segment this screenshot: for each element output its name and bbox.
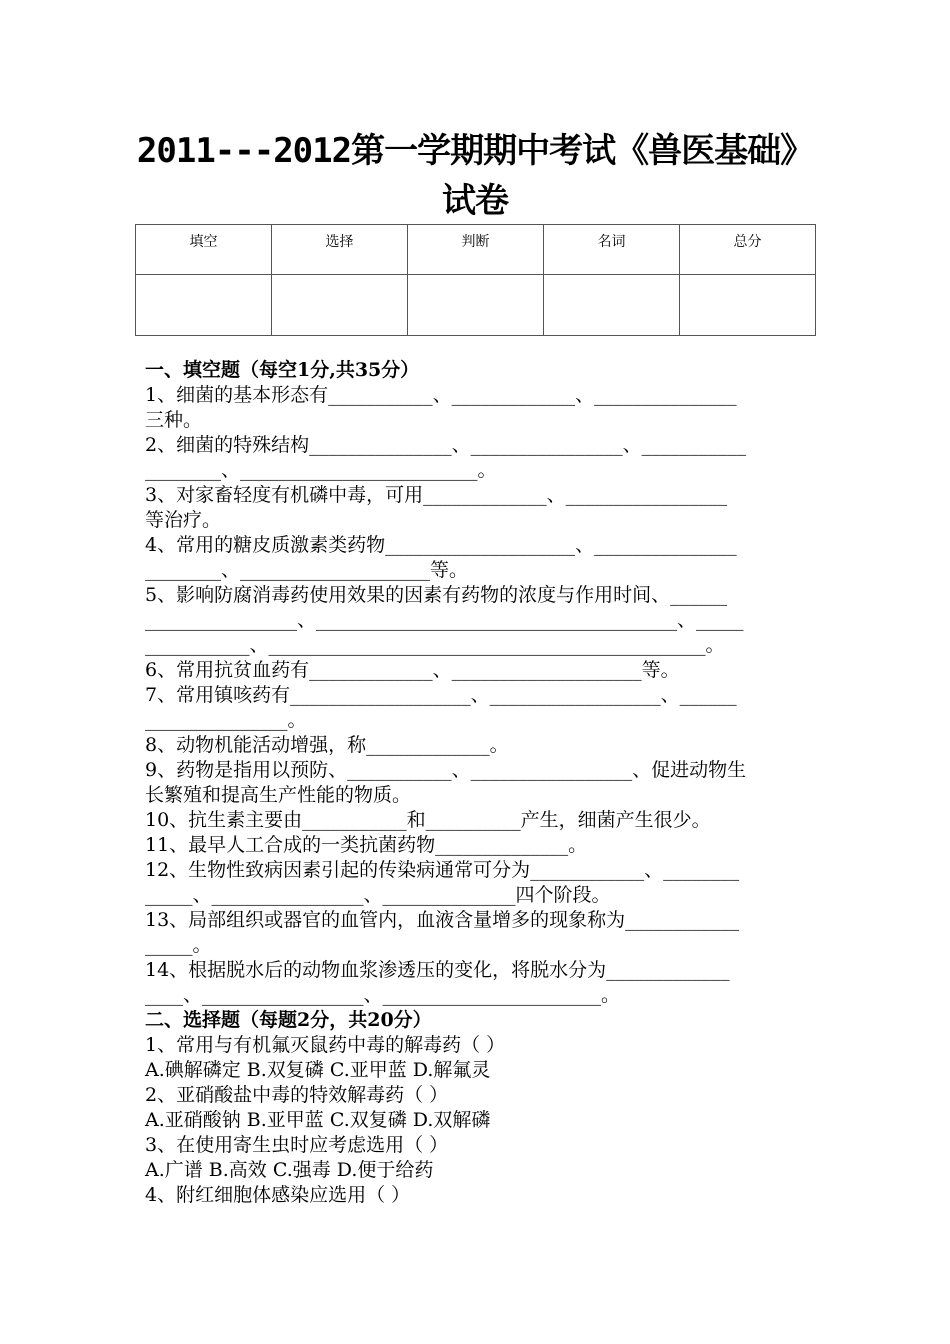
exam-title: 2011---2012第一学期期中考试《兽医基础》	[136, 131, 814, 171]
question-line: 8、动物机能活动增强，称_____________。	[145, 734, 509, 756]
question-line: 5、影响防腐消毒药使用效果的因素有药物的浓度与作用时间、______	[145, 584, 728, 606]
question-line: 3、在使用寄生虫时应考虑选用（ ）	[145, 1134, 449, 1156]
question-line: 9、药物是指用以预防、___________、_________________、促进动物生	[145, 759, 747, 781]
question-line: 11、最早人工合成的一类抗菌药物______________。	[145, 834, 588, 856]
question-line: 等治疗。	[145, 509, 222, 531]
question-line: ________、_________________________。	[145, 459, 497, 481]
question-line: 14、根据脱水后的动物血浆渗透压的变化，将脱水分为_____________	[145, 959, 730, 981]
question-line: ___________、______________________________________________。	[145, 634, 725, 656]
question-line: 6、常用抗贫血药有_____________、____________________等。	[145, 659, 680, 681]
question-line: _____。	[145, 934, 212, 956]
question-line: 7、常用镇咳药有___________________、__________________、______	[145, 684, 737, 706]
score-table-entry-row	[136, 275, 816, 336]
question-line: 长繁殖和提高生产性能的物质。	[145, 784, 412, 806]
score-header-cell: 总分	[680, 225, 816, 275]
section-heading: 一、填空题（每空1分,共35分）	[145, 359, 420, 381]
score-header-cell: 判断	[408, 225, 544, 275]
score-entry-cell[interactable]	[680, 275, 816, 336]
question-line: ________、____________________等。	[145, 559, 469, 581]
exam-title-line2: 试卷	[442, 181, 508, 221]
question-line: _____、________________、______________四个阶段。	[145, 884, 611, 906]
score-table-header-row	[136, 225, 816, 275]
score-entry-cell[interactable]	[408, 275, 544, 336]
question-line: 1、细菌的基本形态有___________、_____________、_______________	[145, 384, 737, 406]
score-entry-cell[interactable]	[544, 275, 680, 336]
question-line: 1、常用与有机氟灭鼠药中毒的解毒药（ ）	[145, 1034, 506, 1056]
section-heading: 二、选择题（每题2分，共20分）	[145, 1009, 432, 1031]
question-line: 13、局部组织或器官的血管内，血液含量增多的现象称为____________	[145, 909, 740, 931]
question-line: 3、对家畜轻度有机磷中毒，可用_____________、_________________	[145, 484, 728, 506]
question-line: 10、抗生素主要由___________和__________产生，细菌产生很少。	[145, 809, 711, 831]
question-line: 三种。	[145, 409, 203, 431]
exam-questions	[145, 358, 810, 1208]
question-line: A.碘解磷定 B.双复磷 C.亚甲蓝 D.解氟灵	[145, 1059, 491, 1081]
question-line: 4、常用的糖皮质激素类药物____________________、_______________	[145, 534, 737, 556]
score-table	[135, 224, 816, 336]
question-line: ____、_________________、_______________________。	[145, 984, 621, 1006]
score-header-cell: 选择	[272, 225, 408, 275]
question-line: 4、附红细胞体感染应选用（ ）	[145, 1184, 411, 1206]
question-line: 2、亚硝酸盐中毒的特效解毒药（ ）	[145, 1084, 449, 1106]
question-line: _______________。	[145, 709, 307, 731]
question-line: 2、细菌的特殊结构_______________、________________、___________	[145, 434, 747, 456]
question-line: 12、生物性致病因素引起的传染病通常可分为____________、________	[145, 859, 740, 881]
question-line: A.亚硝酸钠 B.亚甲蓝 C.双复磷 D.双解磷	[145, 1109, 491, 1131]
question-line: A.广谱 B.高效 C.强毒 D.便于给药	[145, 1159, 434, 1181]
score-entry-cell[interactable]	[272, 275, 408, 336]
question-line: ________________、______________________________________、_____	[145, 609, 744, 631]
score-entry-cell[interactable]	[136, 275, 272, 336]
score-header-cell: 名词	[544, 225, 680, 275]
score-header-cell: 填空	[136, 225, 272, 275]
